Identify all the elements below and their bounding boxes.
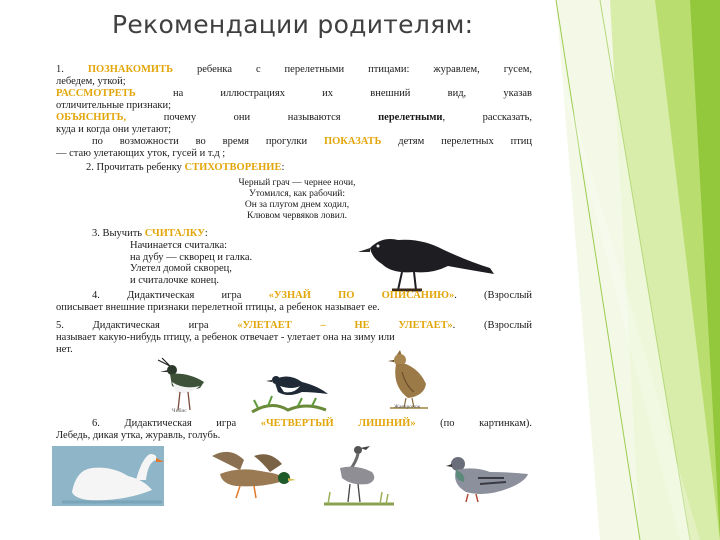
crane-picture <box>320 442 398 506</box>
s1-line3: РАССМОТРЕТЬ на иллюстрациях их внешний вид, указав <box>56 88 532 99</box>
s2-heading: 2. Прочитать ребенку СТИХОТВОРЕНИЕ: <box>86 162 285 173</box>
s1-line6: куда и когда они улетают; <box>56 124 172 135</box>
s1-line2: лебедем, уткой; <box>56 76 126 87</box>
s6-line1: 6. Дидактическая игра «ЧЕТВЕРТЫЙ ЛИШНИЙ» (по картинкам). <box>92 418 533 429</box>
poem-line: Клювом червяков ловил. <box>247 211 347 221</box>
rook-picture <box>352 224 502 294</box>
s4-line1: 4. Дидактическая игра «УЗНАЙ ПО ОПИСАНИЮ». (Взрослый <box>92 290 533 301</box>
s6-line2: Лебедь, дикая утка, журавль, голубь. <box>56 430 221 441</box>
rhyme-line: на дубу — скворец и галка. <box>130 251 253 263</box>
slide-title: Рекомендации родителям: <box>112 10 474 39</box>
magpie-picture <box>248 360 330 420</box>
s3-heading: 3. Выучить СЧИТАЛКУ: <box>92 228 208 239</box>
s5-line3: нет. <box>56 344 73 355</box>
s1-line1: 1. ПОЗНАКОМИТЬ ребенка с перелетными птицами: журавлем, гусем, <box>56 64 533 75</box>
rhyme-line: и считалочке конец. <box>130 274 220 286</box>
poem <box>212 178 382 222</box>
s1-line7: по возможности во время прогулки ПОКАЗАТЬ детям перелетных птиц <box>92 136 533 147</box>
pigeon-picture <box>434 448 530 504</box>
duck-picture <box>200 446 298 506</box>
swan-picture <box>52 446 164 506</box>
s5-line2: называет какую-нибудь птицу, а ребенок отвечает - улетает она на зиму или <box>56 332 395 343</box>
rhyme-line: Начинается считалка: <box>130 240 228 251</box>
skylark-caption: Жаворонок <box>394 404 421 410</box>
rhyme <box>130 240 252 286</box>
rhyme-line: Улетел домой скворец, <box>130 263 232 274</box>
s1-line4: отличительные признаки; <box>56 100 171 111</box>
poem-line: Черный грач — чернее ночи, <box>238 178 356 188</box>
poem-line: Утомился, как рабочий: <box>248 189 346 199</box>
document-image <box>52 44 536 518</box>
s5-line1: 5. Дидактическая игра «УЛЕТАЕТ – НЕ УЛЕТАЕТ». (Взрослый <box>56 320 532 331</box>
poem-line: Он за плугом днем ходил, <box>244 200 350 210</box>
s1-line5: ОБЪЯСНИТЬ, почему они называются перелетными, рассказать, <box>56 112 533 123</box>
s1-line8: — стаю улетающих уток, гусей и т.д ; <box>56 148 226 159</box>
s4-line2: описывает внешние признаки перелетной птицы, а ребенок называет ее. <box>56 302 380 313</box>
lapwing-caption: Чибис <box>172 408 187 414</box>
